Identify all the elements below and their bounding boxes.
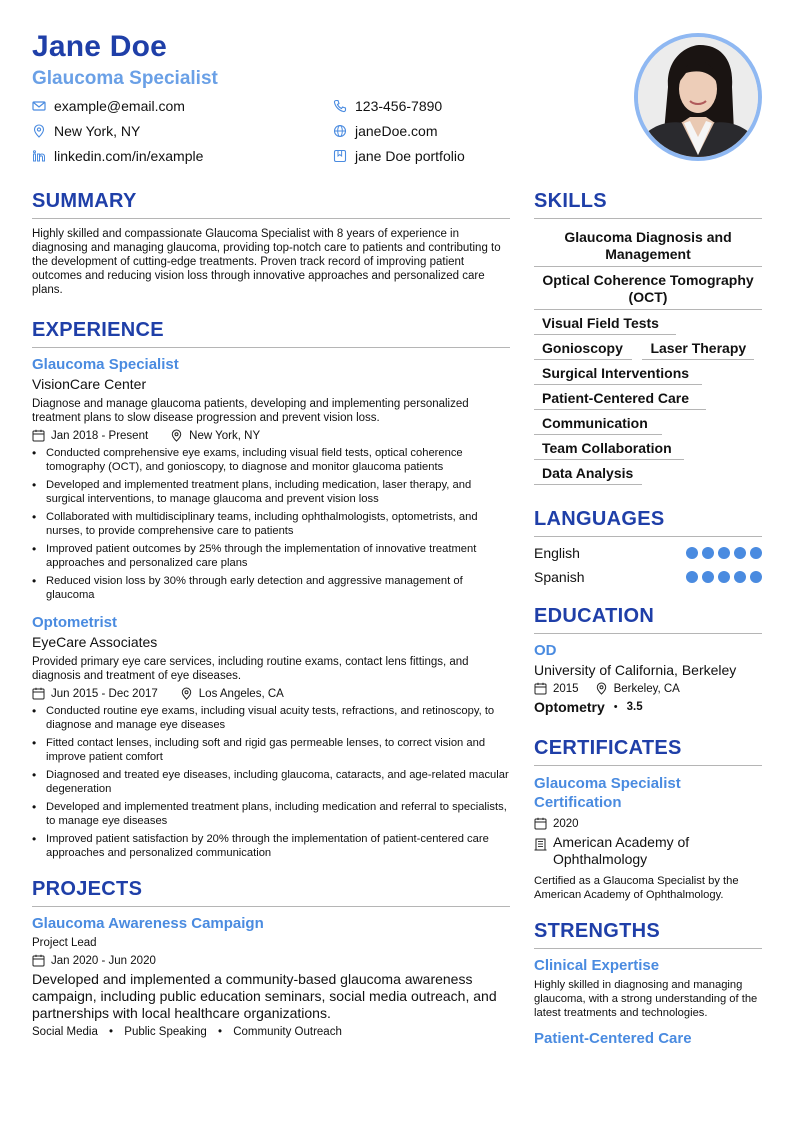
bullet-item: • Fitted contact lenses, including soft and rigid gas permeable lenses, to correct vision and improve patient comfort	[32, 736, 510, 764]
strengths-heading: STRENGTHS	[534, 920, 762, 949]
certificates-heading: CERTIFICATES	[534, 737, 762, 766]
bullet-item: • Reduced vision loss by 30% through early detection and aggressive management of glaucoma	[32, 574, 510, 602]
job-desc: Diagnose and manage glaucoma patients, developing and implementing personalized treatment plans to slow disease progression and prevent vision loss.	[32, 398, 469, 424]
strengths-section	[534, 920, 762, 1047]
mail-icon	[32, 99, 46, 113]
calendar-icon	[32, 429, 45, 442]
email-text: example@email.com	[54, 98, 185, 114]
skill-tag: Patient-Centered Care	[534, 388, 706, 410]
job-location: Los Angeles, CA	[198, 687, 284, 700]
bullet-item: • Improved patient satisfaction by 20% through the implementation of patient-centered care approaches and personalized communication	[32, 832, 510, 860]
location-pin-icon	[32, 124, 46, 138]
language-rating	[686, 547, 762, 559]
strength-title: Clinical Expertise	[534, 957, 660, 974]
certificate-issuer: American Academy of Ophthalmology	[553, 834, 690, 867]
skill-tag: Gonioscopy	[534, 338, 632, 360]
website-text: janeDoe.com	[355, 123, 438, 139]
portfolio-text: jane Doe portfolio	[355, 148, 465, 164]
experience-section	[32, 319, 510, 860]
right-column	[534, 190, 762, 1047]
rating-dot	[734, 571, 746, 583]
job-org: VisionCare Center	[32, 376, 147, 392]
job-bullets	[32, 704, 510, 860]
job-location: New York, NY	[189, 429, 261, 442]
skill-tag: Communication	[534, 413, 662, 435]
calendar-icon	[534, 817, 547, 830]
strength-desc: Highly skilled in diagnosing and managing glaucoma, with a strong understanding of the latest treatments and technologies.	[534, 979, 758, 1019]
rating-dot	[686, 571, 698, 583]
skill-tag: Surgical Interventions	[534, 363, 702, 385]
job-desc: Provided primary eye care services, including routine exams, contact lens fittings, and diagnosis and treatment of eye diseases.	[32, 656, 469, 682]
location-pin-icon	[595, 682, 608, 695]
skill-tag: Team Collaboration	[534, 438, 684, 460]
candidate-name: Jane Doe	[32, 30, 167, 63]
education-field: Optometry	[534, 699, 605, 715]
education-gpa: 3.5	[626, 701, 643, 713]
skill-tag: Optical Coherence Tomography (OCT)	[534, 270, 762, 310]
certificate-meta	[534, 817, 762, 830]
calendar-icon	[32, 687, 45, 700]
language-row	[534, 545, 762, 561]
contact-phone[interactable]	[333, 98, 442, 114]
job-meta	[32, 429, 510, 442]
education-section	[534, 605, 762, 715]
education-meta	[534, 682, 762, 695]
project-role: Project Lead	[32, 937, 97, 949]
rating-dot	[702, 571, 714, 583]
job-bullets	[32, 446, 510, 602]
project-desc: Developed and implemented a community-based glaucoma awareness campaign, including public education seminars, social media outreach, and partnerships with local healthcare organizations.	[32, 971, 497, 1021]
summary-section	[32, 190, 510, 297]
calendar-icon	[534, 682, 547, 695]
language-row	[534, 569, 762, 585]
education-year: 2015	[553, 682, 579, 695]
linkedin-text: linkedin.com/in/example	[54, 148, 204, 164]
rating-dot	[718, 571, 730, 583]
job-dates: Jan 2018 - Present	[51, 429, 149, 442]
education-heading: EDUCATION	[534, 605, 762, 634]
contact-email[interactable]	[32, 98, 185, 114]
rating-dot	[718, 547, 730, 559]
bullet-item: • Conducted routine eye exams, including visual acuity tests, refractions, and retinoscopy, to diagnose and manage eye diseases	[32, 704, 510, 732]
contact-portfolio[interactable]	[333, 148, 465, 164]
rating-dot	[686, 547, 698, 559]
skill-tag: Glaucoma Diagnosis and Management	[534, 227, 762, 267]
project-name: Glaucoma Awareness Campaign	[32, 915, 264, 932]
bullet-item: • Developed and implemented treatment plans, including medication, laser therapy, and surgical interventions, to manage glaucoma and prevent vision loss	[32, 478, 510, 506]
certificates-section	[534, 737, 762, 902]
project-tags: Social Media • Public Speaking • Community Outreach	[32, 1026, 342, 1038]
location-pin-icon	[180, 687, 193, 700]
skill-tag: Laser Therapy	[642, 338, 754, 360]
bullet-item: • Collaborated with multidisciplinary teams, including ophthalmologists, optometrists, and nurses, to provide comprehensive care to patients	[32, 510, 510, 538]
contact-website[interactable]	[333, 123, 438, 139]
phone-icon	[333, 99, 347, 113]
education-location: Berkeley, CA	[613, 682, 680, 695]
rating-dot	[750, 571, 762, 583]
project-tag: Community Outreach	[233, 1026, 342, 1038]
language-name: English	[534, 545, 580, 561]
profile-photo	[634, 33, 762, 161]
candidate-title: Glaucoma Specialist	[32, 68, 218, 89]
bullet-item: • Diagnosed and treated eye diseases, including glaucoma, cataracts, and age-related macular degeneration	[32, 768, 510, 796]
certificate-desc: Certified as a Glaucoma Specialist by the American Academy of Ophthalmology.	[534, 875, 739, 901]
projects-section	[32, 878, 510, 1038]
strength-title: Patient-Centered Care	[534, 1030, 692, 1047]
education-field-row: Optometry • 3.5	[534, 699, 643, 715]
job-meta	[32, 687, 510, 700]
job-dates: Jun 2015 - Dec 2017	[51, 687, 158, 700]
rating-dot	[750, 547, 762, 559]
bullet-item: • Developed and implemented treatment plans, including medication and referral to specialists, to manage eye diseases	[32, 800, 510, 828]
globe-icon	[333, 124, 347, 138]
language-name: Spanish	[534, 569, 585, 585]
calendar-icon	[32, 954, 45, 967]
location-text: New York, NY	[54, 123, 141, 139]
job-role: Optometrist	[32, 614, 118, 631]
skill-tag: Visual Field Tests	[534, 313, 676, 335]
contact-location	[32, 123, 140, 139]
bullet-item: • Improved patient outcomes by 25% through the implementation of innovative treatment approaches and personalized care plans	[32, 542, 510, 570]
institution-icon	[534, 838, 547, 851]
phone-text: 123-456-7890	[355, 98, 443, 114]
linkedin-icon	[32, 149, 46, 163]
languages-section	[534, 508, 762, 585]
languages-heading: LANGUAGES	[534, 508, 762, 537]
location-pin-icon	[170, 429, 183, 442]
certificate-issuer-row	[534, 834, 762, 868]
portfolio-icon	[333, 149, 347, 163]
skills-heading: SKILLS	[534, 190, 762, 219]
education-school: University of California, Berkeley	[534, 662, 737, 678]
certificate-year: 2020	[553, 817, 579, 830]
projects-heading: PROJECTS	[32, 878, 510, 907]
rating-dot	[702, 547, 714, 559]
project-meta	[32, 954, 510, 967]
job-org: EyeCare Associates	[32, 634, 158, 650]
project-dates: Jan 2020 - Jun 2020	[51, 954, 156, 967]
certificate-name: Glaucoma Specialist Certification	[534, 775, 681, 811]
skill-tag: Data Analysis	[534, 463, 642, 485]
job-entry	[32, 356, 510, 602]
rating-dot	[734, 547, 746, 559]
bullet-item: • Conducted comprehensive eye exams, including visual field tests, optical coherence tomography (OCT), and gonioscopy, to diagnose and monitor glaucoma patients	[32, 446, 510, 474]
project-tag: Public Speaking	[124, 1026, 207, 1038]
summary-text: Highly skilled and compassionate Glaucoma Specialist with 8 years of experience in diagnosing and managing glaucoma, providing top-notch care to patients and contributing to the development of cutting-edge treatments. Proven track record of improving patient outcomes and reducing vision loss through innovative approaches and personalized care plans.	[32, 228, 501, 296]
skills-section	[534, 190, 762, 488]
project-tag: Social Media	[32, 1026, 98, 1038]
contact-linkedin[interactable]	[32, 148, 203, 164]
summary-heading: SUMMARY	[32, 190, 510, 219]
language-rating	[686, 571, 762, 583]
left-column	[32, 190, 510, 1038]
education-degree: OD	[534, 642, 557, 659]
job-role: Glaucoma Specialist	[32, 356, 179, 373]
job-entry	[32, 614, 510, 860]
experience-heading: EXPERIENCE	[32, 319, 510, 348]
